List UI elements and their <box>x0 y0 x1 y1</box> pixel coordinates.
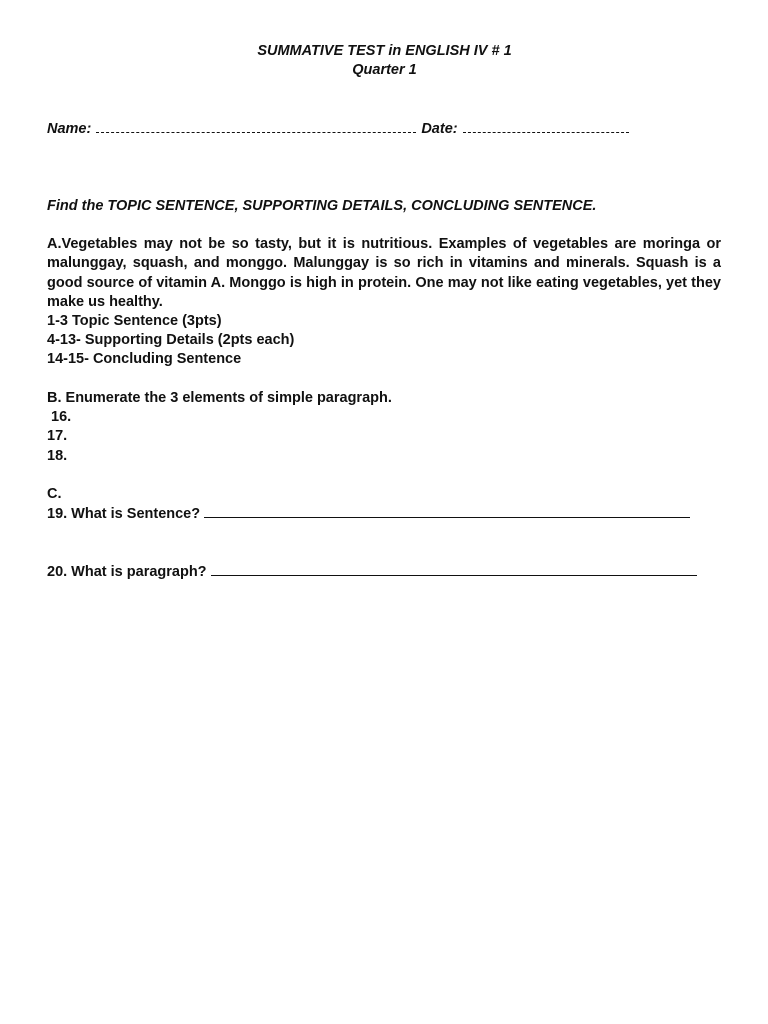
name-blank[interactable] <box>96 120 416 133</box>
section-b <box>47 389 392 466</box>
section-b-prompt: B. Enumerate the 3 elements of simple paragraph. <box>47 390 392 406</box>
student-info-line <box>47 120 634 139</box>
header <box>47 42 722 80</box>
scoring-guide <box>47 312 294 370</box>
enumeration-item-17: 17. <box>47 428 68 445</box>
question-20 <box>47 562 697 582</box>
section-a-paragraph: A.Vegetables may not be so tasty, but it is nutritious. Examples of vegetables are moringa or malunggay, squash, and monggo. Malunggay is so rich in vitamins and minerals. Squash is a good source of vitamin A. Monggo is high in protein. One may not like eating vegetables, yet they make us healthy. <box>47 236 721 310</box>
question-20-answer-line[interactable] <box>211 562 697 576</box>
test-title: SUMMATIVE TEST in ENGLISH IV # 1 <box>257 43 512 59</box>
date-label: Date: <box>421 121 458 137</box>
enumeration-item-16: 16. <box>51 409 72 426</box>
question-19-answer-line[interactable] <box>204 504 690 518</box>
enumeration-item-18: 18. <box>47 447 68 464</box>
section-c-label <box>47 485 62 504</box>
quarter-label: Quarter 1 <box>352 62 417 78</box>
question-19-text: 19. What is Sentence? <box>47 506 201 522</box>
date-blank[interactable] <box>463 120 629 133</box>
question-19 <box>47 504 690 524</box>
question-20-text: 20. What is paragraph? <box>47 564 207 580</box>
instructions: Find the TOPIC SENTENCE, SUPPORTING DETAILS, CONCLUDING SENTENCE. <box>47 198 597 214</box>
name-label: Name: <box>47 121 92 137</box>
scoring-item: 4-13- Supporting Details (2pts each) <box>47 332 295 349</box>
scoring-item: 1-3 Topic Sentence (3pts) <box>47 313 222 329</box>
section-c-heading: C. <box>47 486 62 502</box>
scoring-item: 14-15- Concluding Sentence <box>47 351 242 368</box>
